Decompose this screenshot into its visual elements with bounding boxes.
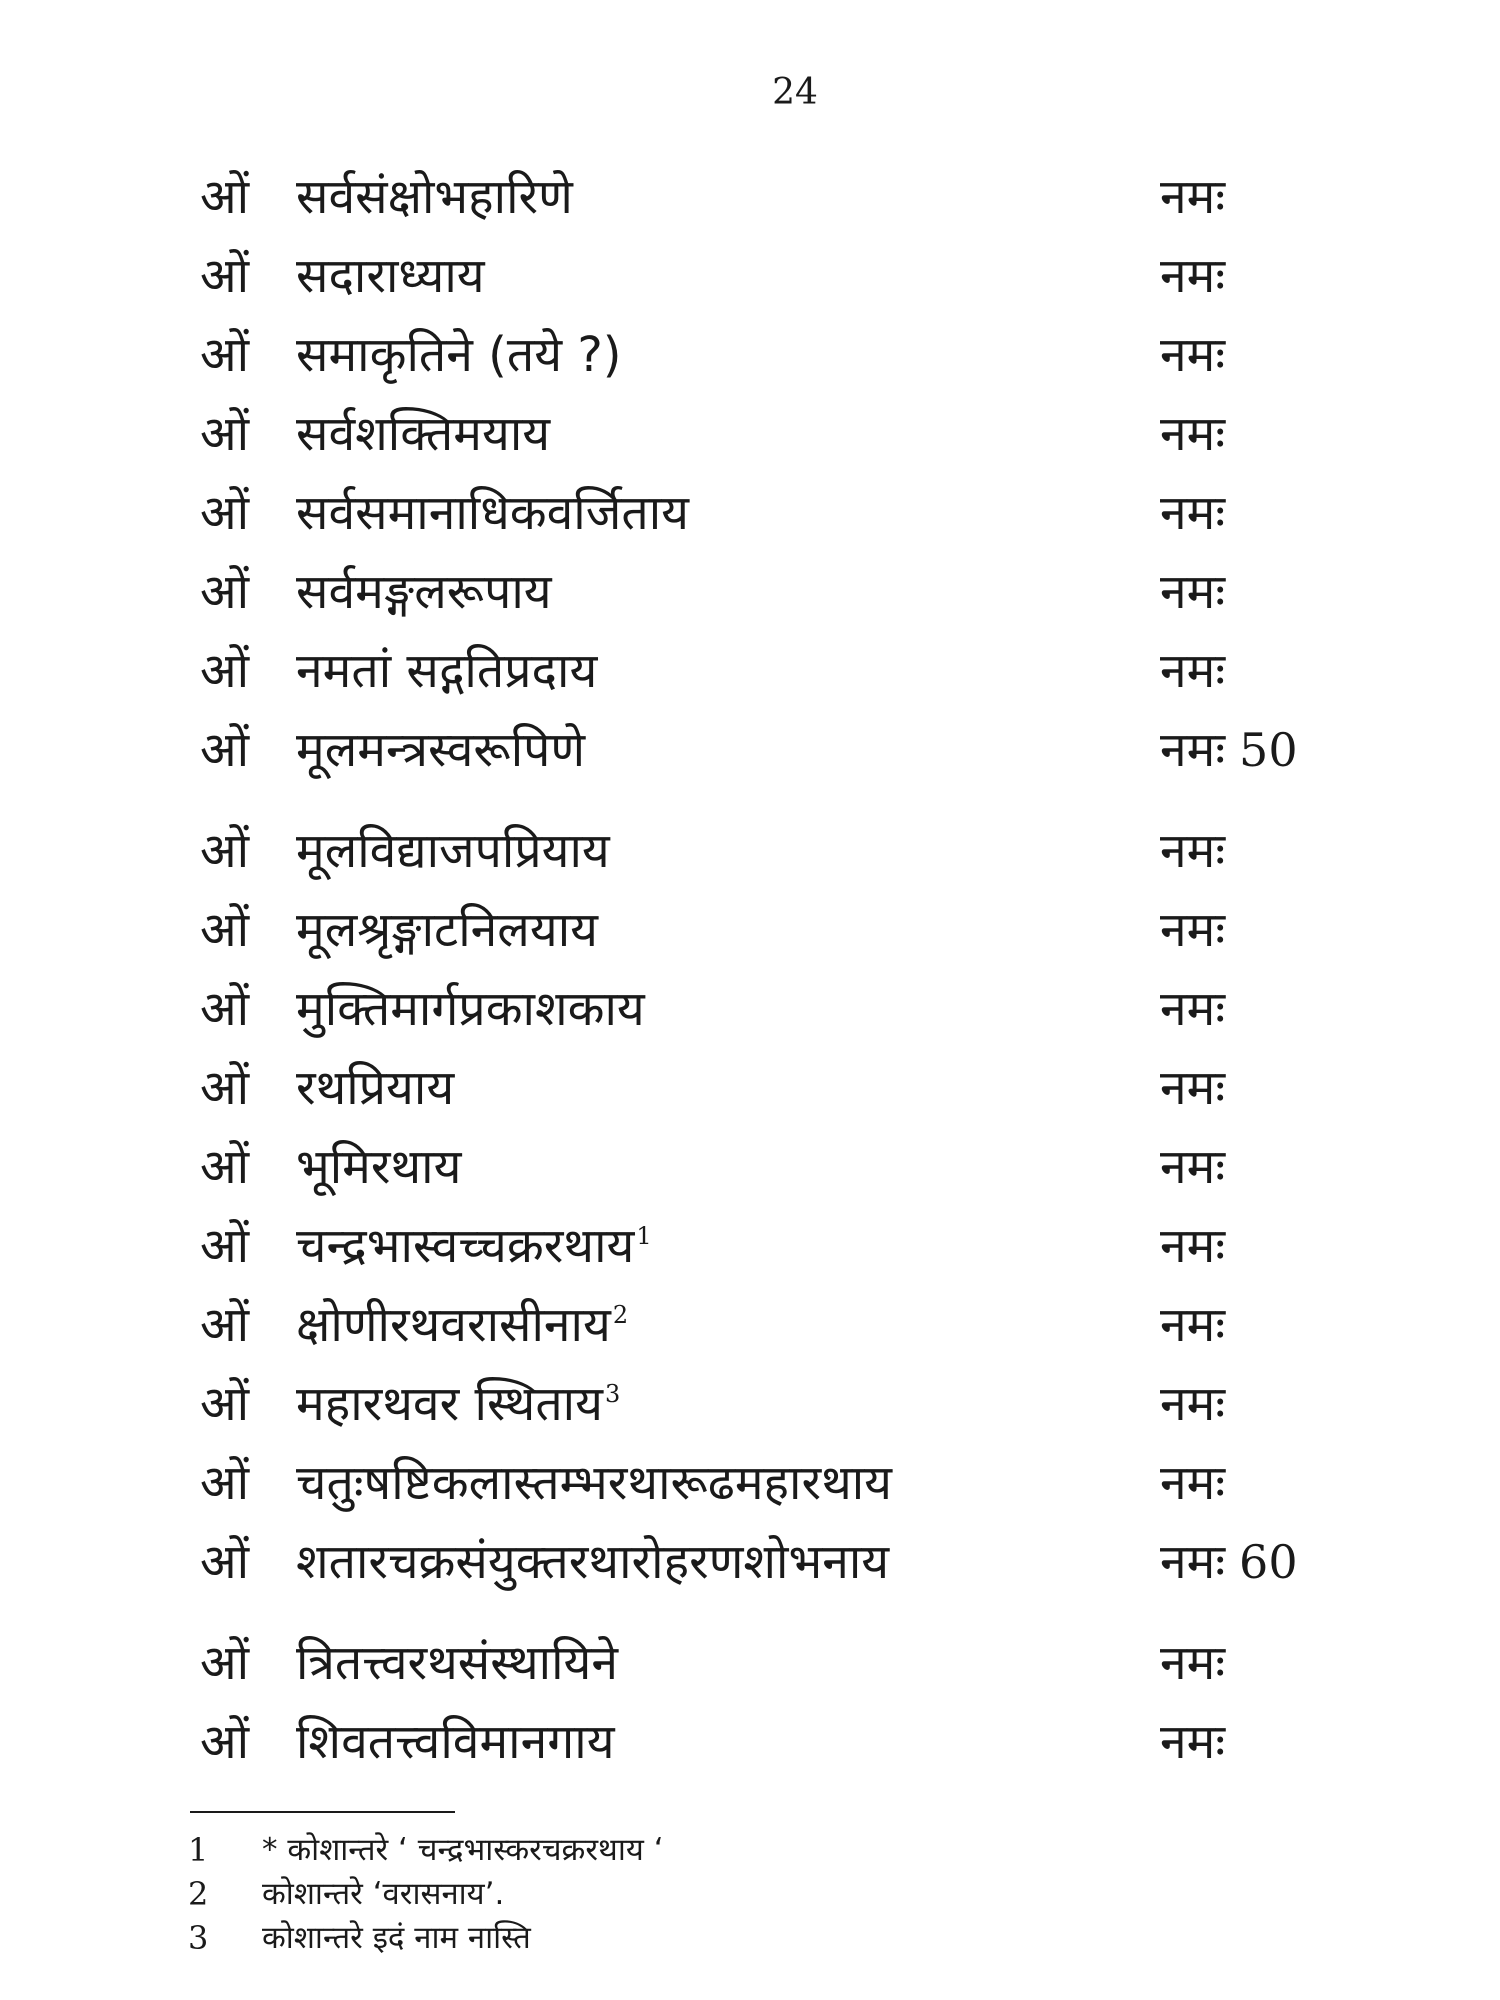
namah-text: नमः <box>1160 485 1226 541</box>
om-prefix: ओं <box>200 169 250 225</box>
namah-text: नमः <box>1160 1534 1226 1590</box>
mantra-name <box>296 158 573 237</box>
mantra-row <box>0 316 1500 395</box>
om-prefix: ओं <box>200 406 250 462</box>
mantra-row <box>0 158 1500 237</box>
mantra-row <box>0 1049 1500 1128</box>
namah-text: नमः <box>1160 1455 1226 1511</box>
mantra-row <box>0 395 1500 474</box>
namah-suffix <box>1160 970 1225 1049</box>
om-prefix: ओं <box>200 1455 250 1511</box>
mantra-name-text: मुक्तिमार्गप्रकाशकाय <box>296 981 645 1037</box>
mantra-name-text: चन्द्रभास्वच्चक्ररथाय <box>296 1218 635 1274</box>
mantra-row <box>0 553 1500 632</box>
mantra-name <box>296 1207 652 1286</box>
mantra-row <box>0 1207 1500 1286</box>
mantra-name-text: महारथवर स्थिताय <box>296 1376 603 1432</box>
namah-suffix <box>1160 1207 1225 1286</box>
namah-suffix <box>1160 316 1225 395</box>
namah-suffix <box>1160 395 1225 474</box>
mantra-name <box>296 632 597 711</box>
mantra-row <box>0 1128 1500 1207</box>
mantra-row <box>0 1286 1500 1365</box>
namah-text: नमः <box>1160 1139 1226 1195</box>
mantra-name-text: मूलश्रृङ्गाटनिलयाय <box>296 902 598 958</box>
mantra-name-text: भूमिरथाय <box>296 1139 462 1195</box>
om-prefix: ओं <box>200 485 250 541</box>
mantra-name-text: सदाराध्याय <box>296 248 485 304</box>
om-prefix: ओं <box>200 722 250 778</box>
mantra-row <box>0 1365 1500 1444</box>
namah-suffix <box>1160 474 1225 553</box>
verse-count: 50 <box>1239 723 1298 777</box>
mantra-row <box>0 891 1500 970</box>
om-prefix: ओं <box>200 981 250 1037</box>
om-prefix: ओं <box>200 1635 250 1691</box>
namah-suffix <box>1160 632 1225 711</box>
footnote <box>0 1828 1500 1872</box>
om-prefix: ओं <box>200 823 250 879</box>
mantra-name <box>296 395 550 474</box>
page-number: 24 <box>772 72 818 113</box>
namah-text: नमः <box>1160 902 1226 958</box>
namah-text: नमः <box>1160 1635 1226 1691</box>
verse-count: 60 <box>1239 1535 1298 1589</box>
namah-suffix <box>1160 1624 1225 1703</box>
mantra-name-text: समाकृतिने (तये ?) <box>296 327 622 383</box>
namah-suffix <box>1160 711 1298 790</box>
mantra-name <box>296 1624 618 1703</box>
mantra-row <box>0 1523 1500 1602</box>
mantra-name <box>296 316 622 395</box>
mantra-name <box>296 1286 628 1365</box>
footnote-marker: 1 <box>636 1222 652 1250</box>
mantra-name <box>296 711 585 790</box>
footnote-text: कोशान्तरे इदं नाम नास्ति <box>262 1920 531 1956</box>
om-prefix: ओं <box>200 327 250 383</box>
namah-suffix <box>1160 1286 1225 1365</box>
mantra-name-text: सर्वशक्तिमयाय <box>296 406 551 462</box>
namah-text: नमः <box>1160 169 1226 225</box>
mantra-name-text: नमतां सद्गतिप्रदाय <box>296 643 598 699</box>
mantra-name <box>296 474 689 553</box>
namah-text: नमः <box>1160 564 1226 620</box>
om-prefix: ओं <box>200 1297 250 1353</box>
mantra-name <box>296 812 610 891</box>
mantra-name <box>296 1703 615 1782</box>
namah-text: नमः <box>1160 248 1226 304</box>
mantra-name <box>296 970 645 1049</box>
namah-suffix <box>1160 1049 1225 1128</box>
namah-suffix <box>1160 1128 1225 1207</box>
mantra-name-text: मूलविद्याजपप्रियाय <box>296 823 610 879</box>
namah-text: नमः <box>1160 1714 1226 1770</box>
mantra-name <box>296 1444 892 1523</box>
footnote-number: 3 <box>188 1919 209 1957</box>
om-prefix: ओं <box>200 1139 250 1195</box>
footnote <box>0 1872 1500 1916</box>
mantra-list <box>0 158 1500 1782</box>
om-prefix: ओं <box>200 1376 250 1432</box>
namah-text: नमः <box>1160 981 1226 1037</box>
mantra-row <box>0 632 1500 711</box>
namah-suffix <box>1160 553 1225 632</box>
mantra-name <box>296 891 598 970</box>
footnote-marker: 3 <box>604 1380 621 1408</box>
footnote-divider <box>190 1811 455 1813</box>
namah-suffix <box>1160 891 1225 970</box>
namah-text: नमः <box>1160 406 1226 462</box>
footnote-number: 2 <box>188 1875 209 1913</box>
namah-suffix <box>1160 1523 1298 1602</box>
mantra-row <box>0 1703 1500 1782</box>
mantra-row <box>0 970 1500 1049</box>
om-prefix: ओं <box>200 1218 250 1274</box>
namah-suffix <box>1160 1365 1225 1444</box>
footnote-text: कोशान्तरे ‘वरासनाय’. <box>262 1876 505 1912</box>
om-prefix: ओं <box>200 902 250 958</box>
mantra-name-text: शतारचक्रसंयुक्तरथारोहरणशोभनाय <box>296 1534 890 1590</box>
namah-text: नमः <box>1160 1376 1226 1432</box>
namah-text: नमः <box>1160 1218 1226 1274</box>
mantra-name-text: चतुःषष्टिकलास्तम्भरथारूढमहारथाय <box>296 1455 893 1511</box>
mantra-name <box>296 1049 454 1128</box>
namah-suffix <box>1160 812 1225 891</box>
footnote <box>0 1916 1500 1960</box>
mantra-row <box>0 1624 1500 1703</box>
namah-suffix <box>1160 1703 1225 1782</box>
mantra-row <box>0 711 1500 790</box>
mantra-name <box>296 237 485 316</box>
namah-text: नमः <box>1160 1297 1226 1353</box>
namah-suffix <box>1160 158 1225 237</box>
mantra-name-text: रथप्रियाय <box>296 1060 455 1116</box>
om-prefix: ओं <box>200 1714 250 1770</box>
mantra-name-text: सर्वमङ्गलरूपाय <box>296 564 552 620</box>
om-prefix: ओं <box>200 564 250 620</box>
footnote-number: 1 <box>188 1831 209 1869</box>
footnote-marker: 2 <box>612 1301 629 1329</box>
mantra-name-text: त्रितत्त्वरथसंस्थायिने <box>296 1635 618 1691</box>
mantra-row <box>0 237 1500 316</box>
mantra-name-text: मूलमन्त्रस्वरूपिणे <box>296 722 586 778</box>
namah-suffix <box>1160 1444 1225 1523</box>
mantra-row <box>0 812 1500 891</box>
mantra-name-text: क्षोणीरथवरासीनाय <box>296 1297 611 1353</box>
namah-text: नमः <box>1160 823 1226 879</box>
mantra-name-text: सर्वसंक्षोभहारिणे <box>296 169 573 225</box>
om-prefix: ओं <box>200 1060 250 1116</box>
footnote-text: * कोशान्तरे ‘ चन्द्रभास्करचक्ररथाय ‘ <box>262 1832 664 1868</box>
om-prefix: ओं <box>200 1534 250 1590</box>
mantra-name <box>296 553 552 632</box>
om-prefix: ओं <box>200 643 250 699</box>
mantra-name <box>296 1128 461 1207</box>
mantra-row <box>0 474 1500 553</box>
mantra-row <box>0 1444 1500 1523</box>
namah-text: नमः <box>1160 722 1226 778</box>
mantra-name-text: सर्वसमानाधिकवर्जिताय <box>296 485 689 541</box>
footnotes <box>0 1828 1500 1960</box>
namah-text: नमः <box>1160 327 1226 383</box>
mantra-name-text: शिवतत्त्वविमानगाय <box>296 1714 615 1770</box>
namah-suffix <box>1160 237 1225 316</box>
namah-text: नमः <box>1160 643 1226 699</box>
om-prefix: ओं <box>200 248 250 304</box>
namah-text: नमः <box>1160 1060 1226 1116</box>
mantra-name <box>296 1365 620 1444</box>
mantra-name <box>296 1523 889 1602</box>
